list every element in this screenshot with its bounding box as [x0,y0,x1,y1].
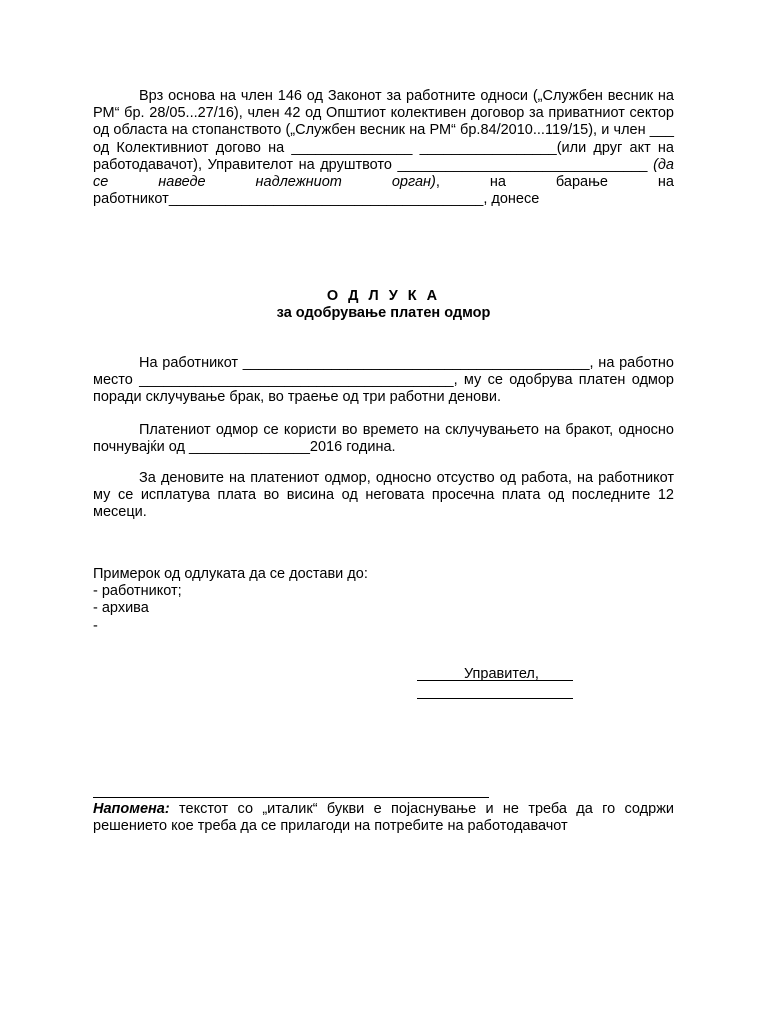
signature-line [417,680,573,681]
distribution-item: - [93,617,98,634]
footnote-text: текстот со „италик“ букви е појаснување и не треба да го содржи решението кое треба да се прилагоди на потребите на работодавачот [93,801,674,835]
paragraph-employee: На работникот ___________________________________________, на работно место _______________________________________, му се одобрува платен одмор поради склучување брак, во траење од три работни денови. [93,355,674,406]
distribution-heading: Примерок од одлуката да се достави до: [93,566,368,582]
body-paragraph-1 [93,355,674,407]
document-title: О Д Л У К А [326,288,441,304]
paragraph-payment: За деновите на платениот одмор, односно отсуство од работа, на работникот му се исплатува плата во висина од неговата просечна плата од последните 12 месеци. [93,470,674,521]
intro-tail: , на барање на работникот_______________________________________, донесе [93,174,674,208]
footnote-label: Напомена: [93,801,170,817]
intro-italic-note: (да се наведе надлежниот орган) [93,156,674,191]
signature-line [417,698,573,699]
body-paragraph-2 [93,422,674,456]
distribution-item: - архива [93,600,149,617]
footnote-separator [93,797,489,798]
distribution-list [93,566,674,635]
footnote [93,801,674,835]
intro-text: Врз основа на член 146 од Законот за работните односи („Службен весник на РМ“ бр. 28/05...27/16), член 42 од Општиот колективен договор за приватниот сектор од областа на стопанството („Службен весник на РМ“ бр.84/2010...119/15), и член ___ од Колективниот догово на _______________ _________________(или друг акт на работодавачот), Управителот на друштвото _______________________________ [93,88,674,173]
distribution-item: - работникот; [93,583,182,600]
document-subtitle: за одобрување платен одмор [276,305,491,321]
signature-label: Управител, [464,666,539,682]
intro-paragraph [93,88,674,208]
body-paragraph-3 [93,470,674,522]
paragraph-leave-period: Платениот одмор се користи во времето на склучувањето на бракот, односно почнувајќи од _______________2016 година. [93,422,674,456]
